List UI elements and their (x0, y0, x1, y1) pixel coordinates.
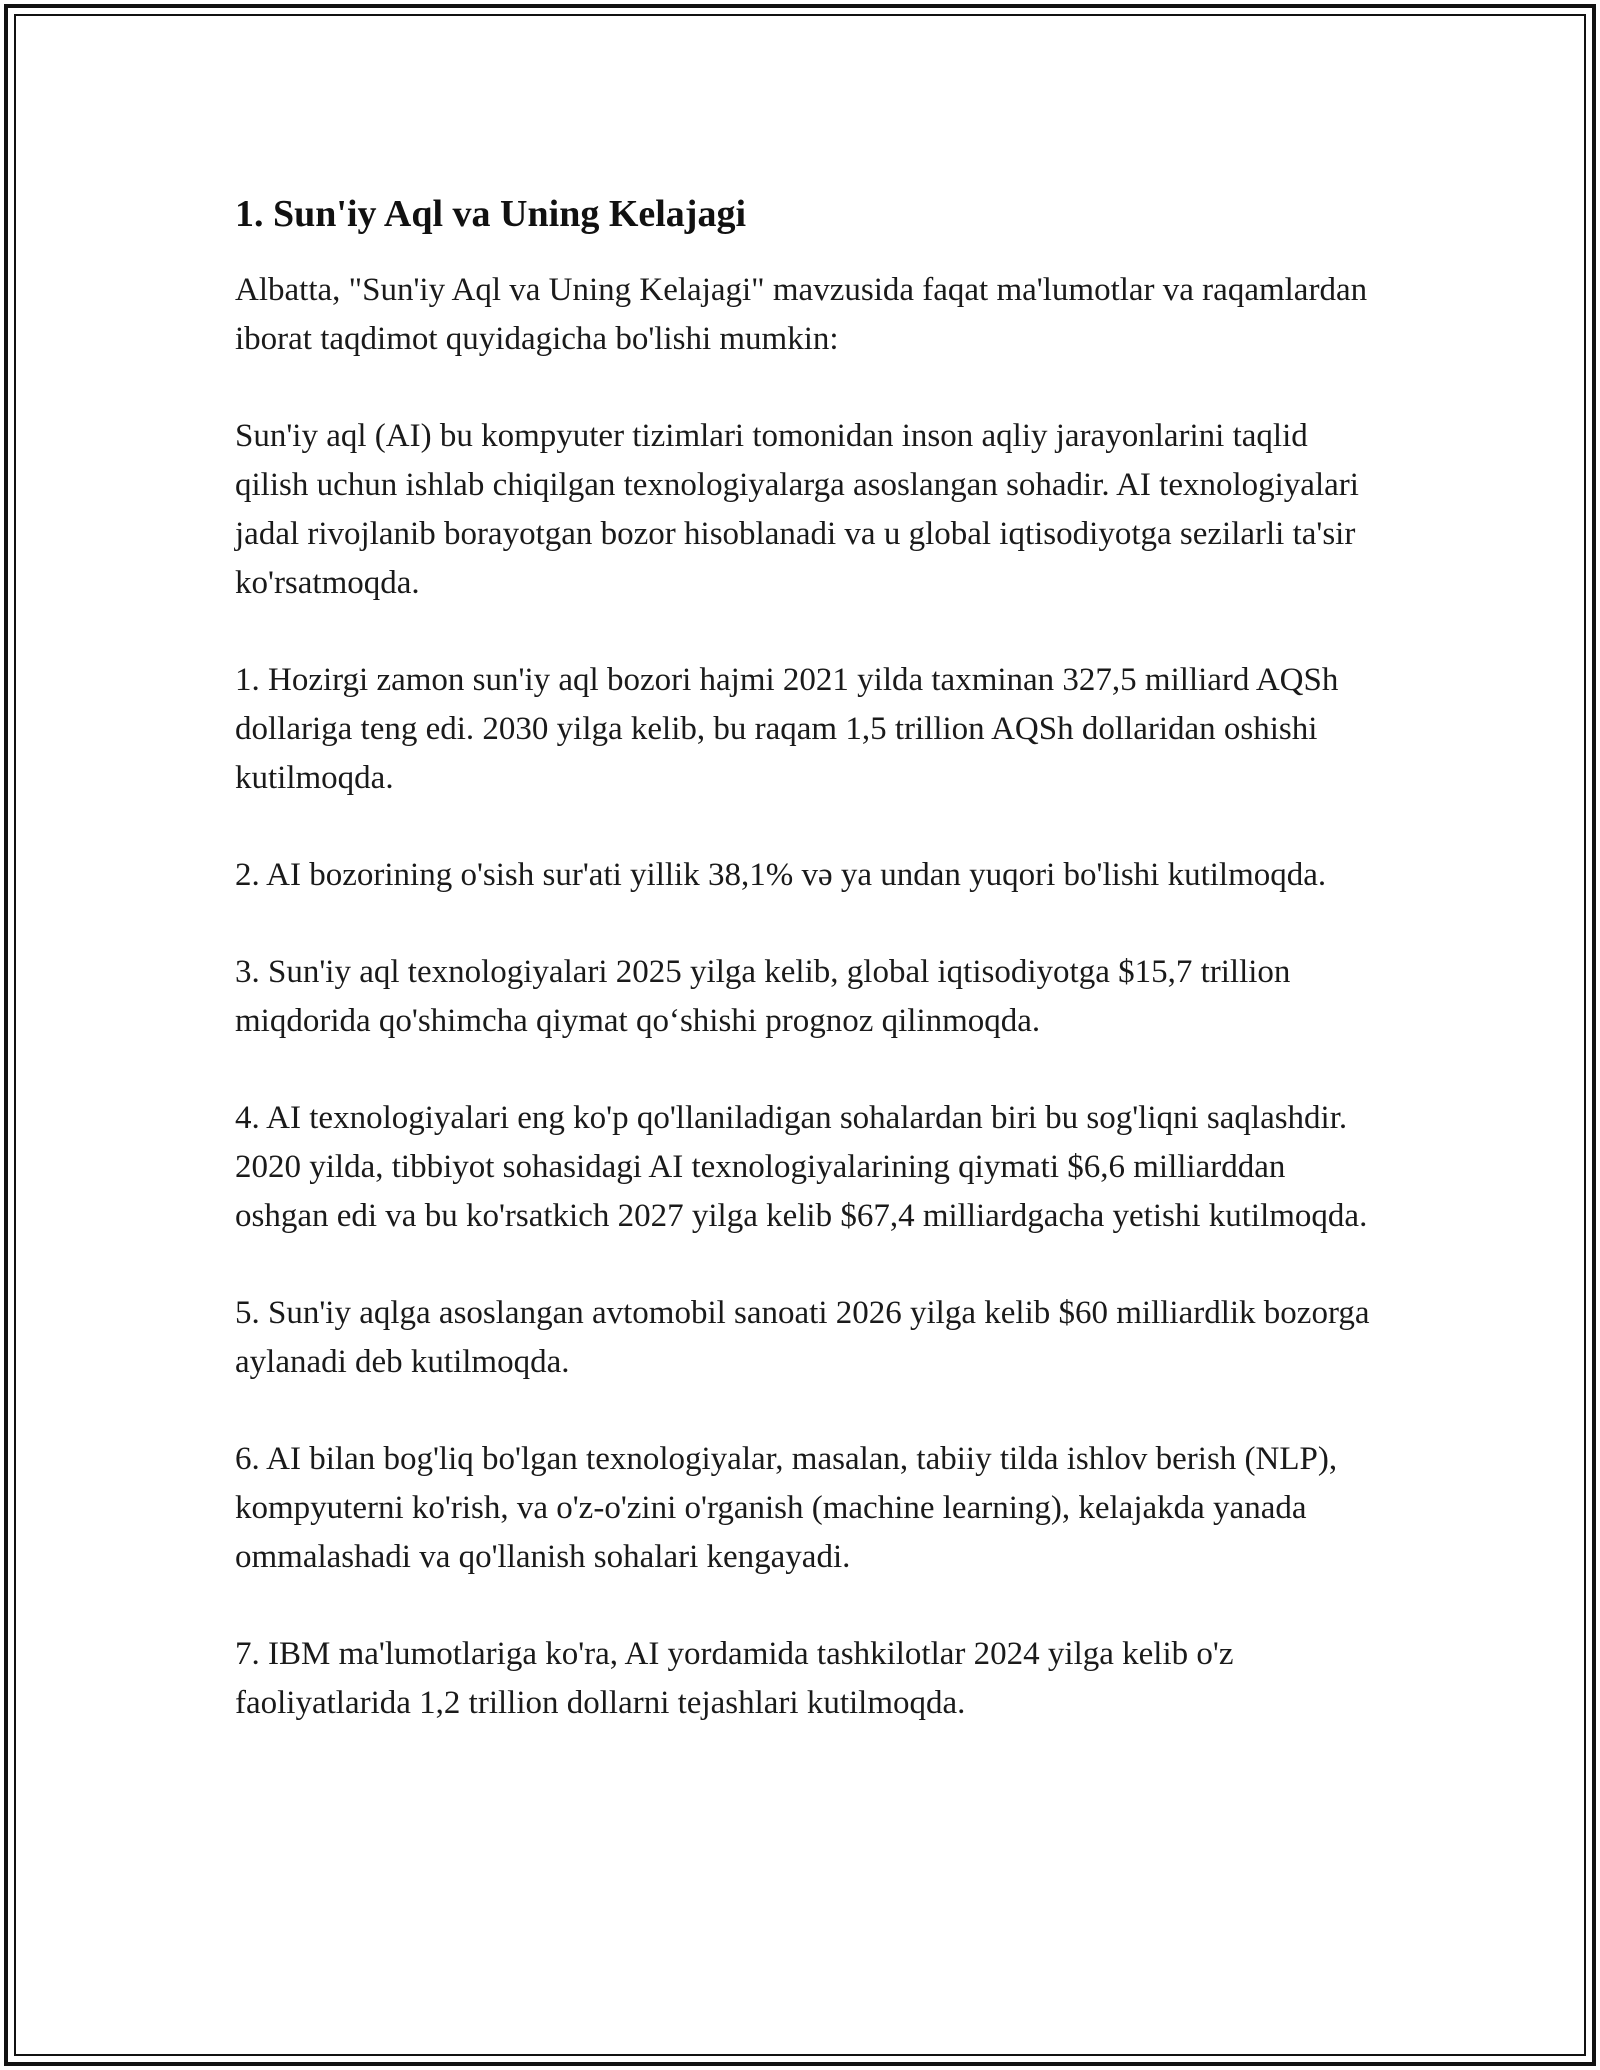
fact-item-1: 1. Hozirgi zamon sun'iy aql bozori hajmi 2021 yilda taxminan 327,5 milliard AQSh dollariga teng edi. 2030 yilga kelib, bu raqam 1,5 trillion AQSh dollaridan oshishi kutilmoqda. (235, 662, 1339, 796)
fact-item-4: 4. AI texnologiyalari eng ko'p qo'llaniladigan sohalardan biri bu sog'liqni saqlashdir. 2020 yilda, tibbiyot sohasidagi AI texnologiyalarining qiymati $6,6 milliarddan oshgan edi va bu ko'rsatkich 2027 yilga kelib $67,4 milliardgacha yetishi kutilmoqda. (235, 1100, 1368, 1234)
document-title: 1. Sun'iy Aql va Uning Kelajagi (235, 193, 747, 235)
fact-item-6: 6. AI bilan bog'liq bo'lgan texnologiyalar, masalan, tabiiy tilda ishlov berish (NLP), kompyuterni ko'rish, va o'z-o'zini o'rganish (machine learning), kelajakda yanada ommalashadi va qo'llanish sohalari kengayadi. (235, 1441, 1338, 1575)
document-body (235, 186, 1375, 1776)
fact-item-2: 2. AI bozorining o'sish sur'ati yillik 38,1% və ya undan yuqori bo'lishi kutilmoqda. (235, 857, 1327, 893)
definition-paragraph: Sun'iy aql (AI) bu kompyuter tizimlari tomonidan inson aqliy jarayonlarini taqlid qilish uchun ishlab chiqilgan texnologiyalarga asoslangan sohadir. AI texnologiyalari jadal rivojlanib borayotgan bozor hisoblanadi va u global iqtisodiyotga sezilarli ta'sir ko'rsatmoqda. (235, 418, 1359, 601)
fact-item-5: 5. Sun'iy aqlga asoslangan avtomobil sanoati 2026 yilga kelib $60 milliardlik bozorga aylanadi deb kutilmoqda. (235, 1295, 1370, 1380)
fact-item-3: 3. Sun'iy aql texnologiyalari 2025 yilga kelib, global iqtisodiyotga $15,7 trillion miqdorida qo'shimcha qiymat qo‘shishi prognoz qilinmoqda. (235, 954, 1291, 1039)
fact-item-7: 7. IBM ma'lumotlariga ko'ra, AI yordamida tashkilotlar 2024 yilga kelib o'z faoliyatlarida 1,2 trillion dollarni tejashlari kutilmoqda. (235, 1636, 1234, 1721)
intro-paragraph: Albatta, "Sun'iy Aql va Uning Kelajagi" mavzusida faqat ma'lumotlar va raqamlardan iborat taqdimot quyidagicha bo'lishi mumkin: (235, 272, 1368, 357)
